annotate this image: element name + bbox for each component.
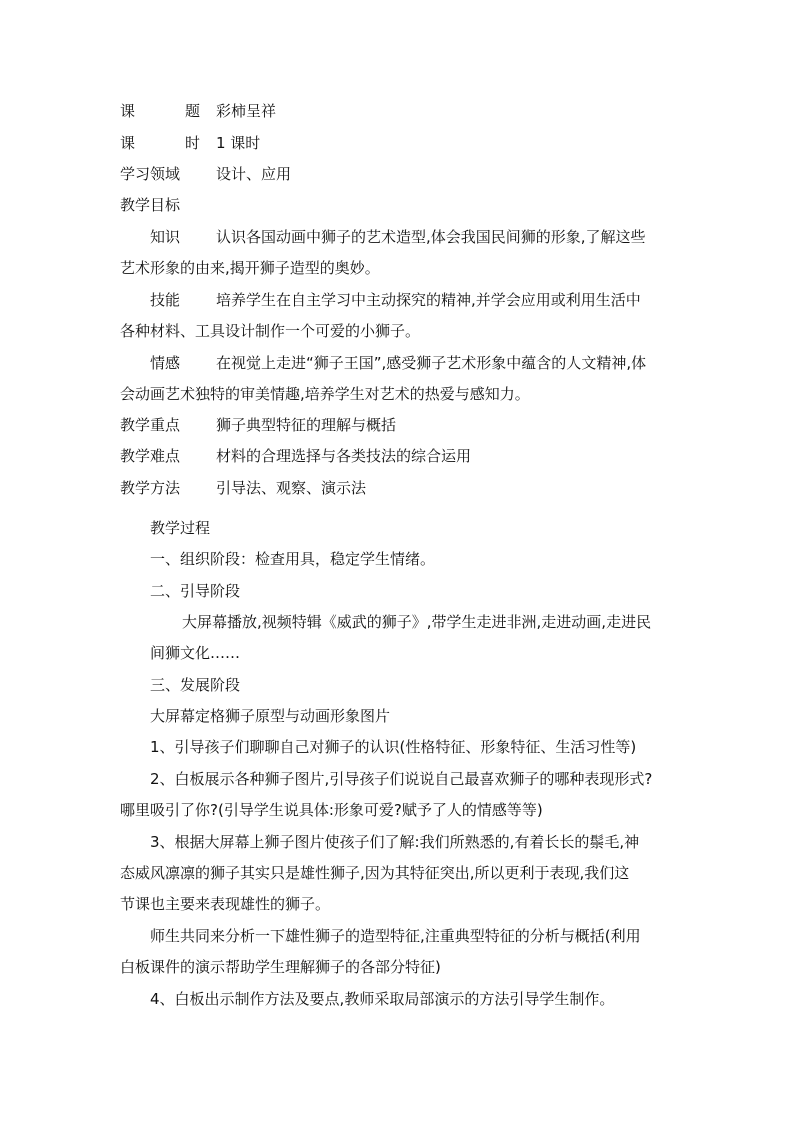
- topic-value: 彩柿呈祥: [216, 102, 277, 120]
- knowledge-line-1: 认识各国动画中狮子的艺术造型,体会我国民间狮的形象,了解这些: [216, 228, 646, 246]
- stage-3-intro: 大屏幕定格狮子原型与动画形象图片: [150, 707, 391, 725]
- emotion-line-2: 会动画艺术独特的审美情趣,培养学生对艺术的热爱与感知力。: [120, 385, 530, 403]
- key-point-row: [0, 412, 794, 438]
- topic-label: 课 题: [120, 102, 200, 120]
- skill-row: [0, 287, 794, 313]
- method-row: [0, 475, 794, 501]
- method-label: 教学方法: [120, 479, 181, 497]
- period-row: [0, 130, 794, 156]
- goals-row: [0, 192, 794, 218]
- item-3-line-2: 态威风凛凛的狮子其实只是雄性狮子,因为其特征突出,所以更利于表现,我们这: [120, 864, 630, 882]
- goals-label: 教学目标: [120, 196, 181, 214]
- emotion-row: [0, 350, 794, 376]
- item-4: 4、白板出示制作方法及要点,教师采取局部演示的方法引导学生制作。: [150, 990, 615, 1008]
- analysis-line-2: 白板课件的演示帮助学生理解狮子的各部分特征): [120, 958, 441, 976]
- knowledge-line-2: 艺术形象的由来,揭开狮子造型的奥妙。: [120, 259, 380, 277]
- item-1: 1、引导孩子们聊聊自己对狮子的认识(性格特征、形象特征、生活习性等): [150, 738, 637, 756]
- difficulty-row: [0, 443, 794, 469]
- key-point-value: 狮子典型特征的理解与概括: [216, 416, 397, 434]
- item-2-line-2: 哪里吸引了你?(引导学生说具体:形象可爱?赋予了人的情感等等): [120, 801, 543, 819]
- process-title: 教学过程: [150, 519, 211, 537]
- domain-value: 设计、应用: [216, 165, 292, 183]
- stage-2-line-2: 间狮文化……: [150, 644, 241, 662]
- knowledge-row: [0, 224, 794, 250]
- knowledge-label: 知识: [150, 228, 181, 246]
- period-label: 课 时: [120, 134, 200, 152]
- skill-line-2: 各种材料、工具设计制作一个可爱的小狮子。: [120, 322, 421, 340]
- method-value: 引导法、观察、演示法: [216, 479, 367, 497]
- stage-3: 三、发展阶段: [150, 676, 241, 694]
- domain-label: 学习领域: [120, 165, 181, 183]
- item-2-line-1: 2、白板展示各种狮子图片,引导孩子们说说自己最喜欢狮子的哪种表现形式?: [150, 770, 653, 788]
- period-value: 1 课时: [216, 134, 261, 152]
- stage-1: 一、组织阶段：检查用具，稳定学生情绪。: [150, 550, 436, 568]
- difficulty-label: 教学难点: [120, 447, 181, 465]
- item-3-line-1: 3、根据大屏幕上狮子图片使孩子们了解:我们所熟悉的,有着长长的鬃毛,神: [150, 833, 640, 851]
- emotion-line-1: 在视觉上走进“狮子王国”,感受狮子艺术形象中蕴含的人文精神,体: [216, 354, 647, 372]
- topic-row: [0, 98, 794, 124]
- analysis-line-1: 师生共同来分析一下雄性狮子的造型特征,注重典型特征的分析与概括(利用: [150, 927, 641, 945]
- skill-label: 技能: [150, 291, 181, 309]
- item-3-line-3: 节课也主要来表现雄性的狮子。: [120, 895, 331, 913]
- emotion-label: 情感: [150, 354, 181, 372]
- skill-line-1: 培养学生在自主学习中主动探究的精神,并学会应用或利用生活中: [216, 291, 641, 309]
- key-point-label: 教学重点: [120, 416, 181, 434]
- stage-2: 二、引导阶段: [150, 582, 241, 600]
- domain-row: [0, 161, 794, 187]
- difficulty-value: 材料的合理选择与各类技法的综合运用: [216, 447, 472, 465]
- stage-2-line-1: 大屏幕播放,视频特辑《威武的狮子》,带学生走进非洲,走进动画,走进民: [182, 613, 652, 631]
